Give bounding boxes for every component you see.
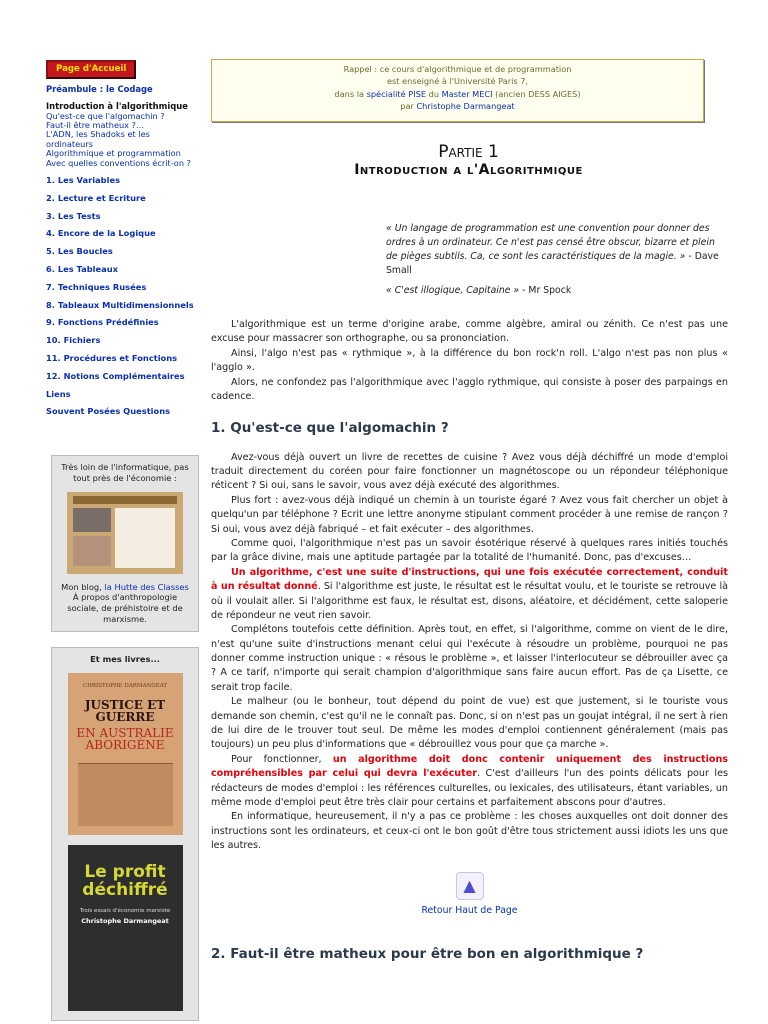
part-label: Partie 1 <box>438 142 499 162</box>
sidebar-subitem[interactable]: L'ADN, les Shadoks et les ordinateurs <box>46 129 150 149</box>
notice-text: dans la <box>334 88 367 99</box>
body-paragraph: Complétons toutefois cette définition. Après tout, en effet, si l'algorithme, comme on vient de le dire, n'est qu'une suite d'instructions menant celui qui l'exécute à résoudre un problème, pourquoi ne pas donner comme instruction unique : « résous le problème », et laisser l'interlocuteur se débrouiller avec ça ? A ce tarif, n'importe qui serait champion d'algorithmique sans faire aucun effort. Pas de ça Lisette, ce serait trop facile. <box>211 624 728 693</box>
books-caption: Et mes livres... <box>90 654 160 664</box>
sidebar-subitem[interactable]: Algorithmique et programmation <box>46 148 181 159</box>
quote-author: - Mr Spock <box>519 284 572 296</box>
main-content <box>211 318 728 965</box>
notice-line <box>212 100 703 112</box>
body-paragraph: Plus fort : avez-vous déjà indiqué un chemin à un touriste égaré ? Avez vous fait chercher un objet à quelqu'un par téléphone ? Ecrit une lettre anonyme stipulant comment procéder à une remise de rançon ? Si oui, vous avez déjà fabriqué – et fait exécuter – des algorithmes. <box>211 494 728 535</box>
sidebar-subitem[interactable]: Avec quelles conventions écrit-on ? <box>46 157 191 168</box>
sidebar-nav <box>46 60 196 424</box>
course-notice-box <box>211 59 704 122</box>
blog-promo-box <box>51 455 199 632</box>
intro-paragraph: L'algorithmique est un terme d'origine arabe, comme algèbre, amiral ou zénith. Ce n'est pas une excuse pour massacrer son orthographe, ou sa prononciation. <box>211 319 728 345</box>
sidebar-current-chapter: Introduction à l'algorithmique <box>46 100 188 111</box>
quote-2 <box>386 284 728 298</box>
sidebar-subsection-list <box>46 112 196 169</box>
section-heading: 2. Faut-il être matheux pour être bon en algorithmique ? <box>211 946 644 963</box>
body-paragraph <box>211 566 728 624</box>
intro-paragraph: Alors, ne confondez pas l'algorithmique avec l'agglo rythmique, qui consiste à poser des parpaings en cadence. <box>211 376 728 402</box>
notice-text: par <box>400 100 417 111</box>
sidebar-item-tests[interactable]: 3. Les Tests <box>46 210 101 221</box>
book1-title: JUSTICE ET GUERRE <box>84 697 166 725</box>
author-link[interactable]: Christophe Darmangeat <box>416 100 515 111</box>
pise-link[interactable]: spécialité PISE <box>366 88 427 99</box>
sidebar-item-logique[interactable]: 4. Encore de la Logique <box>46 228 156 239</box>
blog-screenshot-image[interactable] <box>67 492 183 574</box>
blog-description <box>52 582 198 625</box>
home-button[interactable]: Page d'Accueil <box>46 60 136 79</box>
notice-line: Rappel : ce cours d'algorithmique et de programmation <box>343 64 572 74</box>
sidebar-item-liens[interactable]: Liens <box>46 388 71 399</box>
master-meci-link[interactable]: Master MECI <box>441 88 493 99</box>
quote-text: « C'est illogique, Capitaine » <box>386 284 520 296</box>
sidebar-item-faq[interactable]: Souvent Posées Questions <box>46 406 171 417</box>
blog-caption: Très loin de l'informatique, pas tout près de l'économie : <box>61 462 189 483</box>
blog-link[interactable]: la Hutte des Classes <box>104 581 189 592</box>
sidebar-item-notions[interactable]: 12. Notions Complémentaires <box>46 370 185 381</box>
sidebar-item-procedures[interactable]: 11. Procédures et Fonctions <box>46 353 178 363</box>
books-promo-box <box>51 647 199 1021</box>
book1-subtitle: EN AUSTRALIE ABORIGÈNE <box>76 725 174 753</box>
sidebar-item-techniques[interactable]: 7. Techniques Rusées <box>46 281 147 292</box>
body-paragraph: En informatique, heureusement, il n'y a pas ce problème : les choses auxquelles ont doit donner des instructions sont les ordinateurs, et ceux-ci ont le bon goût d'être tous strictement aussi idiots les uns que les autres. <box>211 811 728 852</box>
sidebar-item-boucles[interactable]: 5. Les Boucles <box>46 246 113 257</box>
notice-line <box>212 88 703 100</box>
body-paragraph: Avez-vous déjà ouvert un livre de recettes de cuisine ? Avez vous déjà déchiffré un mode d'emploi traduit directement du coréen pour faire fonctionner un magnétoscope ou un répondeur téléphonique réticent ? Si oui, sans le savoir, vous avez déjà exécuté des algorithmes. <box>211 451 728 492</box>
definition-highlight: Un algorithme, c'est une suite d'instructions, qui une fois exécutée correctement, conduit à un résultat donné <box>211 566 728 593</box>
sidebar-subitem[interactable]: Qu'est-ce que l'algomachin ? <box>46 110 165 121</box>
back-to-top <box>211 872 728 918</box>
book1-illustration <box>78 763 173 826</box>
sidebar-item-lecture[interactable]: 2. Lecture et Ecriture <box>46 192 146 203</box>
intro-paragraph: Ainsi, l'algo n'est pas « rythmique », à la différence du bon rock'n roll. L'algo n'est pas non plus « l'agglo ». <box>211 347 728 374</box>
book2-title: Le profit déchiffré <box>82 861 168 901</box>
sidebar-item-tableaux[interactable]: 6. Les Tableaux <box>46 264 119 275</box>
blog-subtext: À propos d'anthropologie sociale, de préhistoire et de marxisme. <box>67 592 183 624</box>
body-text: . Si l'algorithme est juste, le résultat est le résultat voulu, et le touriste se retrouve là où il voulait aller. Si l'algorithme est faux, le résultat est, disons, aléatoire, et décidément, cette saloperie de répondeur ne veut rien savoir. <box>211 581 728 621</box>
quote-author: - Dave Small <box>386 250 719 276</box>
body-text: . C'est d'ailleurs l'un des points délicats pour les rédacteurs de modes d'emploi : les références culturelles, ou lexicales, des utilisateurs, étant variables, un même mode d'emploi peut être très clair pour certains et parfaitement abscons pour d'autres. <box>211 768 728 808</box>
body-text: Pour fonctionner, <box>231 753 333 765</box>
notice-line: est enseigné à l'Université Paris 7, <box>386 76 529 87</box>
body-paragraph: Comme quoi, l'algorithmique n'est pas un savoir ésotérique réservé à quelques rares initiés touchés par la grâce divine, mais une aptitude partagée par la totalité de l'humanité. Donc, pas d'excuses… <box>211 537 728 564</box>
back-to-top-link[interactable]: Retour Haut de Page <box>421 904 518 916</box>
rule-highlight: un algorithme doit donc contenir uniquement des instructions compréhensibles par celui qui devra l'exécuter <box>211 753 728 780</box>
sidebar-item-variables[interactable]: 1. Les Variables <box>46 175 121 186</box>
up-arrow-icon[interactable]: ▲ <box>456 872 484 900</box>
book-cover-profit[interactable] <box>68 845 183 1011</box>
sidebar-subitem[interactable]: Faut-il être matheux ?... <box>46 119 144 130</box>
quote-text: « Un langage de programmation est une convention pour donner des ordres à un ordinateur. Ce n'est pas censé être obscur, bizarre et plein de pièges subtils. Ca, ce sont les caractéristiques de la magie. » <box>386 223 715 262</box>
section-heading: 1. Qu'est-ce que l'algomachin ? <box>211 420 449 437</box>
page-title: Introduction a l'Algorithmique <box>354 162 583 178</box>
sidebar-item-fonctions[interactable]: 9. Fonctions Prédéfinies <box>46 317 159 328</box>
book2-author: Christophe Darmangeat <box>81 916 169 925</box>
book2-subtitle: Trois essais d'économie marxiste <box>79 907 171 914</box>
book1-author: CHRISTOPHE DARMANGEAT <box>82 682 168 689</box>
sidebar-item-multidim[interactable]: 8. Tableaux Multidimensionnels <box>46 299 194 310</box>
book-cover-justice[interactable] <box>68 673 183 835</box>
quote-1 <box>386 222 728 278</box>
blog-text: Mon blog, <box>61 581 105 592</box>
sidebar-item-preambule[interactable]: Préambule : le Codage <box>46 84 153 94</box>
epigraph <box>386 222 728 304</box>
notice-text: (ancien DESS AIGES) <box>492 88 581 99</box>
sidebar-item-fichiers[interactable]: 10. Fichiers <box>46 335 101 346</box>
notice-text: du <box>426 88 442 99</box>
body-paragraph <box>211 753 728 811</box>
body-paragraph: Le malheur (ou le bonheur, tout dépend du point de vue) est que justement, si le touriste vous demande son chemin, c'est qu'il ne le connaît pas. Donc, si on n'est pas un goujat intégral, il ne sert à rien de lui dire de le trouver tout seul. De même les modes d'emploi contiennent généralement (mais pas toujours) un peu plus d'informations que « débrouillez vous pour que ça marche ». <box>211 696 728 751</box>
